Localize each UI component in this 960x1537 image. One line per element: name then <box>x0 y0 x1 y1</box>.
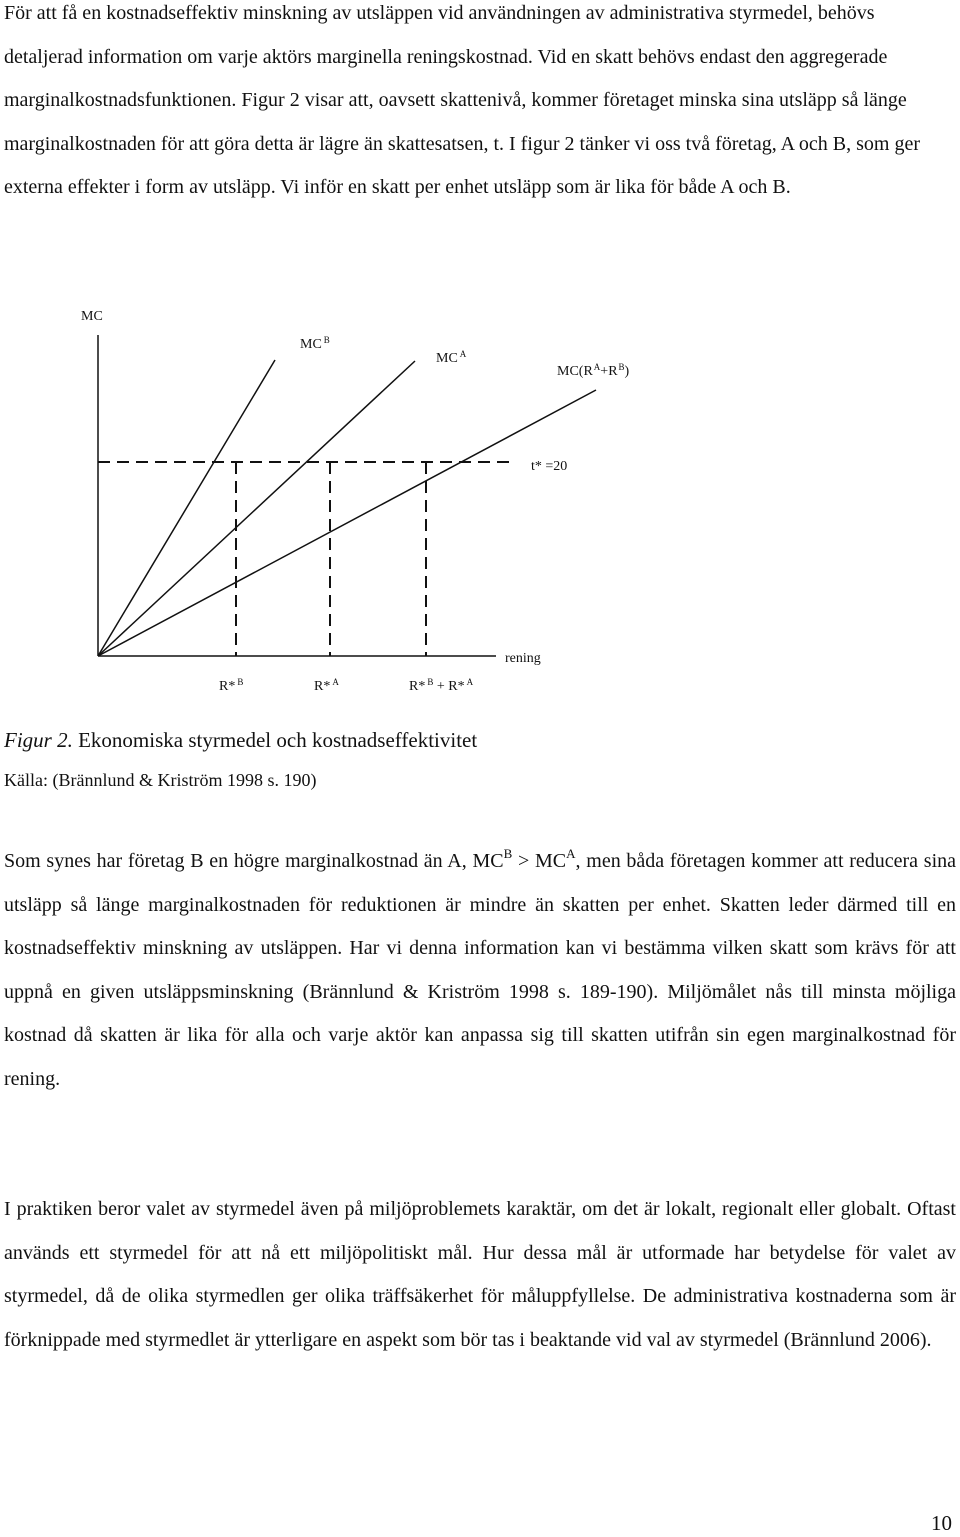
figure-caption-label: Figur 2. <box>4 728 73 752</box>
p2-sup-a: A <box>566 846 576 861</box>
mc-sum-label: $MC(R^A+R^B)$ <box>557 362 630 379</box>
mc-sum-line <box>98 390 596 656</box>
mc-a-line <box>98 361 415 656</box>
x-axis-label: rening <box>505 651 541 666</box>
tax-label: t* =20 <box>531 459 568 474</box>
mc-b-line <box>98 360 275 656</box>
mc-b-label: MC $^B$ <box>300 335 330 352</box>
rb-label: R* $^B$ <box>219 677 244 694</box>
intro-paragraph: För att få en kostnadseffektiv minskning av utsläppen vid användningen av administrativa styrmedel, behövs detaljerad information om varje aktörs marginella reningskostnad. Vid en skatt behövs endast den aggregerade marginalkostnadsfunktionen. Figur 2 visar att, oavsett skattenivå, kommer företaget minska sina utsläpp så länge marginalkostnaden för att göra detta är lägre än skattesatsen, t. I figur 2 tänker vi oss två företag, A och B, som ger externa effekter i form av utsläpp. Vi inför en skatt per enhet utsläpp som är lika för både A och B. <box>4 2 921 198</box>
figure-2-diagram <box>0 295 960 705</box>
p2-text-end: , men båda företagen kommer att reducera sina utsläpp så länge marginalkostnaden för reduktionen är mindre än skatten per enhet. Skatten leder därmed till en kostnadseffektiv minskning av utsläppen. Har vi denna information kan vi bestämma vilken skatt som krävs för att uppnå en given utsläppsminskning (Brännlund & Kriström 1998 s. 189-190). Miljömålet nås till minsta möjliga kostnad då skatten är lika för alla och varje aktör kan anpassa sig till skatten utifrån sin egen marginalkostnad för rening. <box>4 850 957 1090</box>
mc-a-label: MC $^A$ <box>436 349 467 366</box>
p2-text-mid: > MC <box>512 850 567 872</box>
figure-caption <box>4 722 477 758</box>
figure-source: Källa: (Brännlund & Kriström 1998 s. 190) <box>4 770 317 790</box>
discussion-paragraph <box>4 840 956 1101</box>
page-number: 10 <box>931 1511 952 1535</box>
p2-text-start: Som synes har företag B en högre marginalkostnad än A, MC <box>4 850 504 872</box>
practice-paragraph: I praktiken beror valet av styrmedel även på miljöproblemets karaktär, om det är lokalt, regionalt eller globalt. Oftast används ett styrmedel för att nå ett miljöpolitiskt mål. Hur dessa mål är utformade har betydelse för valet av styrmedel, då de olika styrmedlen ger olika träffsäkerhet för måluppfyllelse. De administrativa kostnaderna som är förknippade med styrmedlet är ytterligare en aspekt som bör tas i beaktande vid val av styrmedel (Brännlund 2006). <box>4 1198 956 1351</box>
ra-label: R* $^A$ <box>314 677 339 694</box>
p2-sup-b: B <box>503 846 513 861</box>
y-axis-label: MC <box>81 309 103 324</box>
rsum-label: R* $^B$ + R* $^A$ <box>409 677 474 694</box>
figure-caption-text: Ekonomiska styrmedel och kostnadseffektivitet <box>72 728 478 752</box>
